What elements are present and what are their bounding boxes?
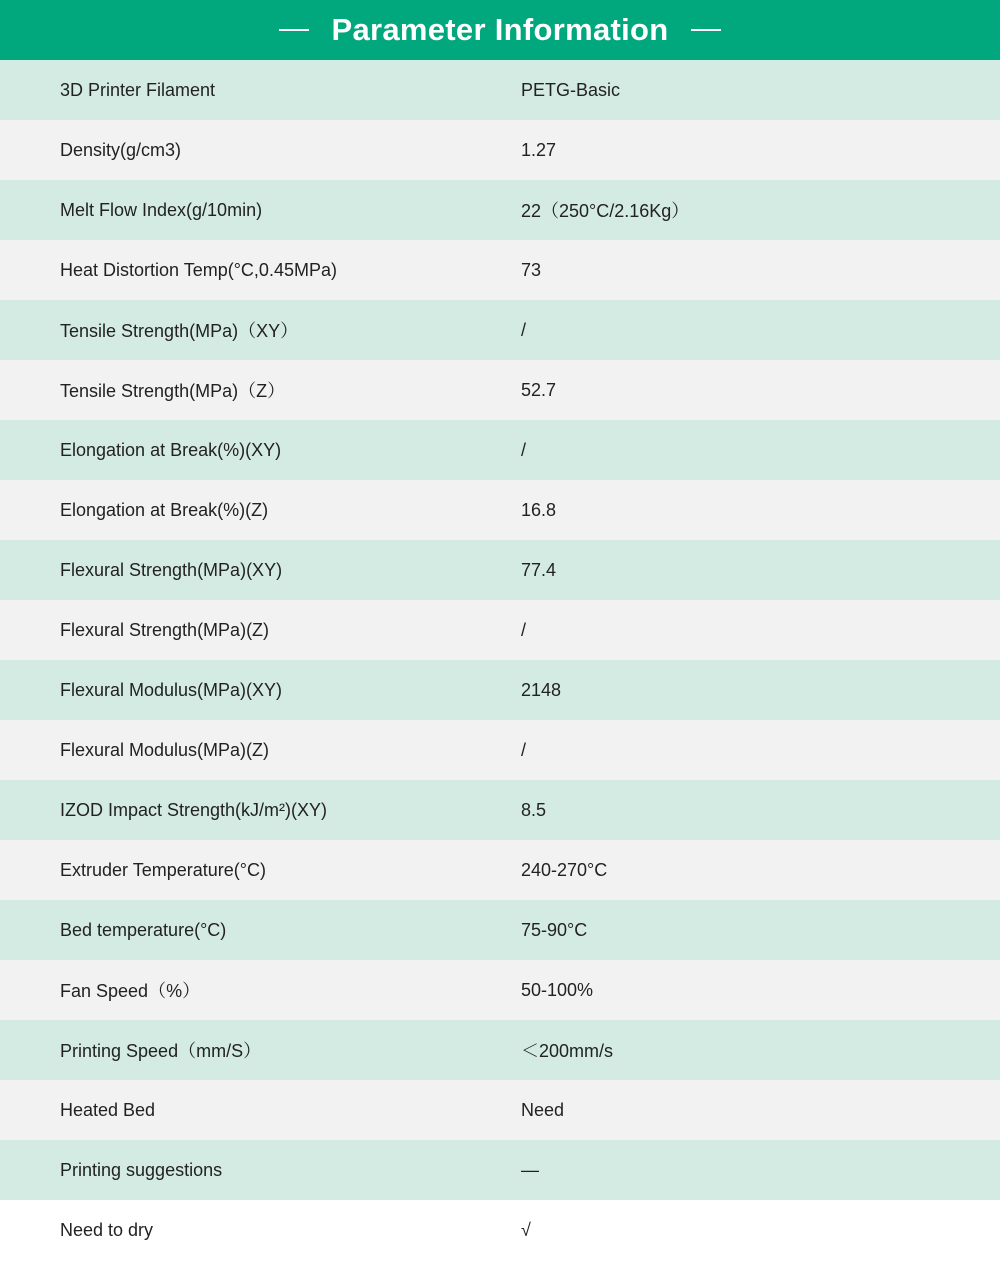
parameter-name: Bed temperature(°C) [60, 919, 227, 940]
table-row [0, 960, 1000, 1020]
parameter-name: Need to dry [60, 1219, 154, 1240]
table-row [0, 660, 1000, 720]
table-row [0, 1200, 1000, 1260]
parameter-name: 3D Printer Filament [60, 79, 216, 100]
parameter-name: Elongation at Break(%)(Z) [60, 499, 269, 520]
parameter-value: / [521, 619, 527, 640]
parameter-name: Extruder Temperature(°C) [60, 859, 266, 880]
parameter-value: 16.8 [521, 499, 557, 520]
parameter-value: 240-270°C [521, 859, 608, 880]
table-row [0, 840, 1000, 900]
table-row [0, 540, 1000, 600]
parameter-name: Flexural Strength(MPa)(XY) [60, 559, 283, 580]
parameter-name: Tensile Strength(MPa)（Z） [60, 381, 286, 401]
parameter-value: 75-90°C [521, 919, 588, 940]
parameter-name: Printing Speed（mm/S） [60, 1041, 262, 1061]
parameter-name: IZOD Impact Strength(kJ/m²)(XY) [60, 799, 328, 820]
parameter-value: 50-100% [521, 979, 594, 1000]
parameter-value: 8.5 [521, 799, 547, 820]
parameter-value: / [521, 739, 527, 760]
table-row [0, 300, 1000, 360]
parameter-value: 2148 [521, 679, 562, 700]
table-row [0, 480, 1000, 540]
table-row [0, 600, 1000, 660]
parameter-value: / [521, 439, 527, 460]
page-title: Parameter Information [331, 12, 669, 47]
parameter-value: 77.4 [521, 559, 557, 580]
header-left-rule [279, 29, 309, 31]
parameter-name: Heat Distortion Temp(°C,0.45MPa) [60, 259, 337, 280]
header-inner [279, 12, 720, 48]
parameter-value: Need [521, 1099, 565, 1120]
parameter-name: Flexural Modulus(MPa)(Z) [60, 739, 270, 760]
parameter-value: √ [521, 1219, 531, 1240]
table-row [0, 180, 1000, 240]
parameter-value: 73 [521, 259, 542, 280]
parameter-name: Melt Flow Index(g/10min) [60, 199, 263, 220]
table-row [0, 1080, 1000, 1140]
parameter-value: — [521, 1159, 539, 1180]
table-row [0, 780, 1000, 840]
table-row [0, 240, 1000, 300]
parameter-name: Heated Bed [60, 1099, 156, 1120]
parameter-name: Printing suggestions [60, 1159, 223, 1180]
parameter-value: 1.27 [521, 139, 557, 160]
parameter-value: PETG-Basic [521, 79, 621, 100]
parameter-name: Density(g/cm3) [60, 139, 182, 160]
table-row [0, 60, 1000, 120]
parameter-value: / [521, 319, 527, 340]
header-right-rule [691, 29, 721, 31]
parameter-name: Fan Speed（%） [60, 981, 201, 1001]
parameter-value: 52.7 [521, 379, 557, 400]
table-row [0, 1140, 1000, 1200]
parameter-value: ＜200mm/s [521, 1041, 614, 1061]
parameter-name: Tensile Strength(MPa)（XY） [60, 321, 299, 341]
table-row [0, 120, 1000, 180]
parameter-table [0, 60, 1000, 1260]
table-row [0, 720, 1000, 780]
table-row [0, 1020, 1000, 1080]
table-row [0, 420, 1000, 480]
table-row [0, 900, 1000, 960]
parameter-value: 22（250°C/2.16Kg） [521, 201, 690, 221]
parameter-name: Flexural Modulus(MPa)(XY) [60, 679, 283, 700]
parameter-name: Flexural Strength(MPa)(Z) [60, 619, 270, 640]
header-banner [0, 0, 1000, 60]
table-row [0, 360, 1000, 420]
parameter-name: Elongation at Break(%)(XY) [60, 439, 282, 460]
